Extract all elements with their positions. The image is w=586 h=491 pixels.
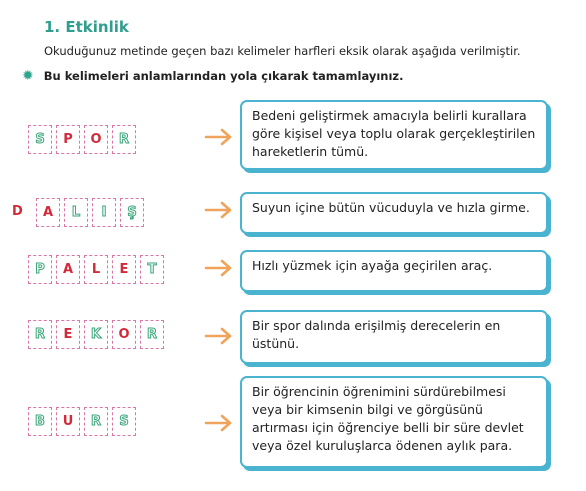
letter-cell-given[interactable]: L [84, 255, 108, 284]
letter-cells [28, 320, 168, 349]
letter-cells [28, 255, 168, 284]
letter-cell-hint[interactable]: B [28, 407, 52, 436]
letter-cell-given[interactable]: U [56, 407, 80, 436]
arrow-right-icon [204, 326, 234, 346]
definition-box: Suyun içine bütün vücuduyla ve hızla girme. [240, 192, 548, 234]
letter-cell-hint[interactable]: S [28, 125, 52, 154]
letter-cell-hint[interactable]: P [28, 255, 52, 284]
letter-cell-given[interactable]: O [84, 125, 108, 154]
letter-cell-given[interactable]: O [112, 320, 136, 349]
definition-box: Hızlı yüzmek için ayağa geçirilen araç. [240, 250, 548, 292]
extra-letter: D [12, 204, 23, 219]
letter-cell-hint[interactable]: R [28, 320, 52, 349]
definition-box: Bedeni geliştirmek amacıyla belirli kurallara göre kişisel veya toplu olarak gerçekleştirilen hareketlerin tümü. [240, 100, 548, 170]
star-bullet-icon: ✹ [22, 68, 34, 84]
letter-cell-hint[interactable]: L [64, 198, 88, 227]
letter-cell-hint[interactable]: S [112, 407, 136, 436]
letter-cells [36, 198, 148, 227]
letter-cell-hint[interactable]: I [92, 198, 116, 227]
instruction-text: Okuduğunuz metinde geçen bazı kelimeler harfleri eksik olarak aşağıda verilmiştir. [44, 44, 521, 58]
letter-cell-hint[interactable]: Ş [120, 198, 144, 227]
definition-box: Bir öğrencinin öğrenimini sürdürebilmesi veya bir kimsenin bilgi ve görgüsünü artırması için öğrenciye belli bir süre devlet veya özel kuruluşlarca ödenen aylık para. [240, 376, 548, 468]
letter-cell-given[interactable]: P [56, 125, 80, 154]
letter-cell-hint[interactable]: T [140, 255, 164, 284]
letter-cell-hint[interactable]: R [140, 320, 164, 349]
bold-instruction [22, 68, 404, 84]
letter-cells [28, 407, 140, 436]
letter-cell-given[interactable]: E [56, 320, 80, 349]
bold-instruction-text: Bu kelimeleri anlamlarından yola çıkarak tamamlayınız. [43, 69, 404, 83]
letter-cell-given[interactable]: A [56, 255, 80, 284]
letter-cell-hint[interactable]: K [84, 320, 108, 349]
arrow-right-icon [204, 258, 234, 278]
arrow-right-icon [204, 413, 234, 433]
definition-box: Bir spor dalında erişilmiş derecelerin en üstünü. [240, 310, 548, 364]
letter-cell-hint[interactable]: R [112, 125, 136, 154]
arrow-right-icon [204, 200, 234, 220]
arrow-right-icon [204, 127, 234, 147]
activity-title: 1. Etkinlik [44, 18, 129, 36]
letter-cell-given[interactable]: E [112, 255, 136, 284]
letter-cells [28, 125, 140, 154]
letter-cell-given[interactable]: A [36, 198, 60, 227]
letter-cell-hint[interactable]: R [84, 407, 108, 436]
